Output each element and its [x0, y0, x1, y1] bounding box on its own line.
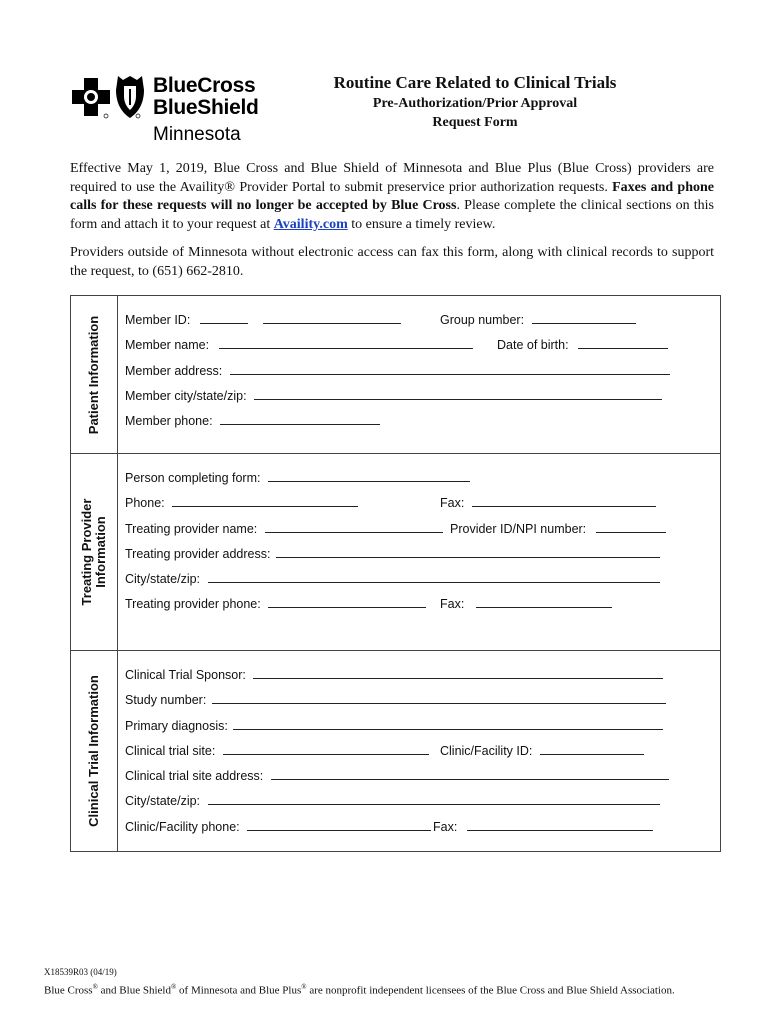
clinic-phone-label: Clinic/Facility phone: — [125, 819, 240, 834]
logo-line-1: BlueCross — [153, 74, 256, 97]
trial-site-label: Clinical trial site: — [125, 743, 216, 758]
treating-provider-section — [71, 454, 720, 651]
logo-line-3: Minnesota — [153, 124, 241, 145]
treating-provider-phone-field[interactable] — [268, 597, 426, 608]
footer-part-1: Blue Cross — [44, 984, 93, 997]
treating-provider-address-field[interactable] — [276, 547, 660, 558]
provider-fields — [118, 454, 720, 650]
provider-fax-label: Fax: — [440, 496, 465, 511]
provider-fax-field[interactable] — [472, 496, 656, 507]
sponsor-field[interactable] — [253, 668, 663, 679]
provider-city-field[interactable] — [208, 572, 660, 583]
treating-provider-phone-label: Treating provider phone: — [125, 597, 261, 612]
intro-part-3: to ensure a timely review. — [347, 216, 496, 232]
group-number-label: Group number: — [440, 313, 525, 327]
dob-label: Date of birth: — [497, 338, 569, 353]
footer-reg-3: ® — [301, 983, 307, 991]
patient-information-section — [71, 296, 720, 454]
provider-section-label — [71, 454, 118, 650]
trial-fields — [118, 651, 720, 851]
provider-phone-field[interactable] — [172, 496, 358, 507]
trial-site-field[interactable] — [223, 744, 429, 755]
footer-disclaimer — [44, 983, 675, 997]
member-name-field[interactable] — [219, 338, 473, 349]
member-id-field-b[interactable] — [263, 313, 401, 324]
trial-site-address-field[interactable] — [271, 769, 669, 780]
footer-part-4: are nonprofit independent licensees of the Blue Cross and Blue Shield Association. — [306, 984, 675, 997]
provider-label-line-2: Information — [93, 516, 108, 588]
treating-provider-fax-field[interactable] — [476, 597, 612, 608]
treating-provider-name-label: Treating provider name: — [125, 521, 258, 536]
intro-bold: Faxes and phone calls for these requests will no longer be accepted by Blue Cross — [70, 179, 715, 213]
member-city-field[interactable] — [254, 389, 662, 400]
intro-part-1: Effective May 1, 2019, Blue Cross and Blue Shield of Minnesota and Blue Plus (Blue Cross) providers are required to use the Availity® Provider Portal to submit preservice prior authorization requests. — [70, 161, 714, 195]
footer-reg-1: ® — [92, 983, 98, 991]
trial-site-address-label: Clinical trial site address: — [125, 769, 264, 784]
logo-wordmark — [153, 75, 259, 148]
registered-mark-icon — [136, 114, 140, 118]
clinical-trial-section — [71, 651, 720, 851]
footer-reg-2: ® — [170, 983, 177, 991]
title-main: Routine Care Related to Clinical Trials — [333, 73, 617, 92]
trial-fax-label: Fax: — [433, 819, 458, 834]
patient-fields — [118, 296, 720, 453]
clinic-id-field[interactable] — [540, 744, 644, 755]
form-code: X18539R03 (04/19) — [44, 967, 117, 977]
intro-part-2: . Please complete the clinical sections on this form and attach it to your request at — [70, 198, 714, 232]
person-completing-field[interactable] — [268, 471, 470, 482]
provider-city-label: City/state/zip: — [125, 572, 201, 587]
member-address-label: Member address: — [125, 363, 223, 378]
provider-phone-label: Phone: — [125, 496, 165, 511]
provider-label-line-1: Treating Provider — [79, 498, 94, 606]
provider-label-text — [80, 499, 108, 606]
cross-icon — [72, 78, 110, 116]
person-completing-label: Person completing form: — [125, 471, 261, 485]
member-id-label: Member ID: — [125, 313, 191, 327]
treating-provider-fax-label: Fax: — [440, 597, 465, 612]
fax-paragraph: Providers outside of Minnesota without electronic access can fax this form, along with clinical records to support the request, to (651) 662-2810. — [70, 245, 714, 279]
form-title — [330, 73, 620, 131]
primary-diagnosis-label: Primary diagnosis: — [125, 718, 228, 733]
patient-label-text: Patient Information — [86, 315, 101, 434]
member-city-label: Member city/state/zip: — [125, 388, 247, 403]
footer-part-2: and Blue Shield — [97, 984, 171, 997]
logo-line-2: BlueShield — [153, 96, 259, 119]
primary-diagnosis-field[interactable] — [233, 719, 663, 730]
title-sub-2: Request Form — [432, 115, 518, 130]
member-id-field-a[interactable] — [200, 313, 248, 324]
intro-paragraph — [70, 160, 714, 234]
member-phone-label: Member phone: — [125, 414, 213, 429]
npi-label: Provider ID/NPI number: — [450, 521, 587, 536]
trial-section-label — [71, 651, 118, 851]
clinic-phone-field[interactable] — [247, 820, 431, 831]
dob-field[interactable] — [578, 338, 668, 349]
title-sub-1: Pre-Authorization/Prior Approval — [372, 96, 578, 111]
clinic-id-label: Clinic/Facility ID: — [440, 743, 533, 758]
footer-part-3: of Minnesota and Blue Plus — [176, 984, 302, 997]
study-number-label: Study number: — [125, 693, 207, 708]
trial-city-field[interactable] — [208, 794, 660, 805]
member-name-label: Member name: — [125, 338, 210, 353]
trial-label-text: Clinical Trial Information — [86, 675, 101, 827]
shield-icon — [116, 76, 144, 118]
trial-fax-field[interactable] — [467, 820, 653, 831]
availity-link[interactable]: Availity.com — [273, 216, 348, 232]
group-number-field[interactable] — [532, 313, 636, 324]
member-phone-field[interactable] — [220, 414, 380, 425]
treating-provider-name-field[interactable] — [265, 522, 443, 533]
registered-mark-icon — [104, 114, 108, 118]
request-form-table — [70, 295, 721, 852]
patient-section-label — [71, 296, 118, 453]
sponsor-label: Clinical Trial Sponsor: — [125, 668, 246, 682]
treating-provider-address-label: Treating provider address: — [125, 546, 271, 561]
study-number-field[interactable] — [212, 693, 666, 704]
trial-city-label: City/state/zip: — [125, 794, 201, 809]
member-address-field[interactable] — [230, 364, 670, 375]
npi-field[interactable] — [596, 522, 666, 533]
